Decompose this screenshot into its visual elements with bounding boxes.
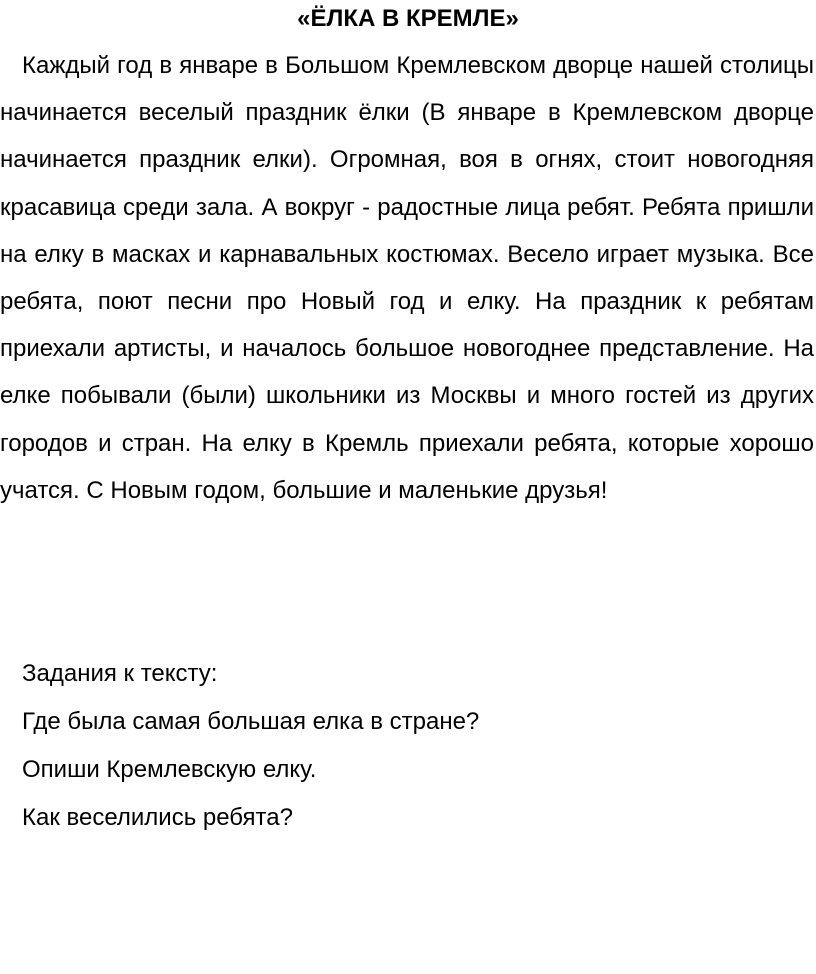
- tasks-list: [22, 650, 479, 842]
- main-paragraph: Каждый год в январе в Большом Кремлевском дворце нашей столицы начинается веселый праздник ёлки (В январе в Кремлевском дворце начинается праздник елки). Огромная, воя в огнях, стоит новогодняя красавица среди зала. А вокруг - радостные лица ребят. Ребята пришли на елку в масках и карнавальных костюмах. Весело играет музыка. Все ребята, поют песни про Новый год и елку. На праздник к ребятам приехали артисты, и началось большое новогоднее представление. На елке побывали (были) школьники из Москвы и много гостей из других городов и стран. На елку в Кремль приехали ребята, которые хорошо учатся. С Новым годом, большие и маленькие друзья!: [0, 52, 814, 504]
- document-title: «ЁЛКА В КРЕМЛЕ»: [297, 5, 519, 32]
- tasks-heading: Задания к тексту:: [22, 660, 218, 687]
- task-item-1: Где была самая большая елка в стране?: [22, 708, 480, 735]
- task-item-3: Как веселились ребята?: [22, 804, 293, 831]
- task-item-2: Опиши Кремлевскую елку.: [22, 756, 317, 783]
